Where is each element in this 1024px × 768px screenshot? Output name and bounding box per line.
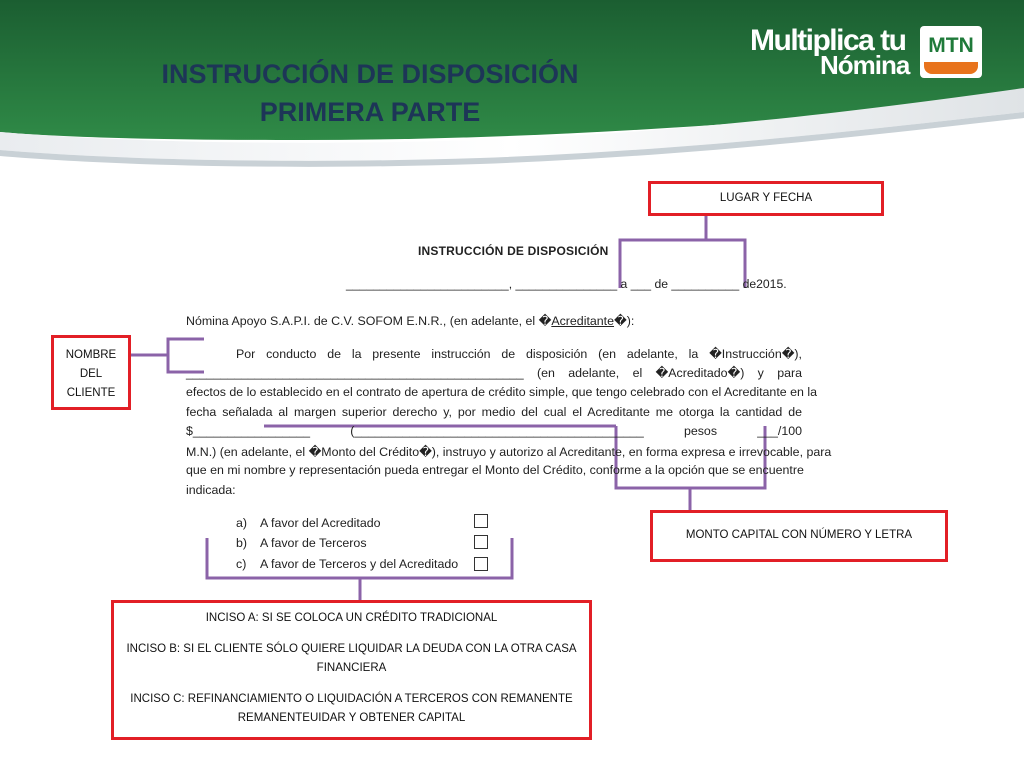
logo-text-line2: Nómina: [820, 50, 910, 80]
callout-lugar-fecha-text: LUGAR Y FECHA: [719, 192, 813, 204]
logo-text-line1: Multiplica tu: [750, 24, 906, 57]
option-a-letter: a): [236, 516, 248, 530]
date-blank-month: __________: [671, 277, 740, 291]
option-c-text: A favor de Terceros y del Acreditado: [260, 557, 459, 571]
addressee-pre: Nómina Apoyo S.A.P.I. de C.V. SOFOM E.N.R., (en adelante, el �: [186, 314, 552, 328]
document-date-line: [346, 277, 787, 291]
document-addressee: [186, 313, 634, 328]
option-b-checkbox[interactable]: [474, 535, 488, 549]
date-blank-day: _______________: [515, 277, 618, 291]
callout-inciso-c: INCISO C: REFINANCIAMIENTO O LIQUIDACIÓN A TERCEROS CON REMANENTE REMANENTEUIDAR Y OBTENER CAPITAL: [130, 693, 573, 724]
callout-inciso-a: INCISO A: SI SE COLOCA UN CRÉDITO TRADICIONAL: [205, 612, 498, 624]
paragraph-line-1: Por conducto de la presente instrucción de disposición (en adelante, la �Instrucción�),: [236, 347, 802, 361]
date-blank-place: ________________________: [346, 277, 509, 291]
callout-nombre-line1: NOMBRE: [65, 349, 117, 361]
paragraph-line-5: $_________________ (__________________________________________ pesos ___/100: [186, 424, 802, 438]
logo-badge-text: MTN: [928, 34, 974, 57]
slide-title-line2: PRIMERA PARTE: [259, 97, 481, 127]
option-c-checkbox[interactable]: [474, 557, 488, 571]
document-heading: INSTRUCCIÓN DE DISPOSICIÓN: [418, 244, 609, 258]
option-b-text: A favor de Terceros: [260, 536, 367, 550]
paragraph-line-3: efectos de lo establecido en el contrato de apertura de crédito simple, que tengo celebrado con el Acreditante en la: [186, 385, 817, 399]
callout-monto-text: MONTO CAPITAL CON NÚMERO Y LETRA: [685, 529, 913, 541]
callout-inciso-b: INCISO B: SI EL CLIENTE SÓLO QUIERE LIQUIDAR LA DEUDA CON LA OTRA CASA FINANCIERA: [126, 643, 577, 674]
option-b-letter: b): [236, 536, 248, 550]
slide-title-line1: INSTRUCCIÓN DE DISPOSICIÓN: [161, 59, 579, 89]
option-a-checkbox[interactable]: [474, 514, 488, 528]
date-comma: ,: [508, 277, 513, 291]
date-a: a: [620, 277, 628, 291]
paragraph-line-6: M.N.) (en adelante, el �Monto del Crédito�), instruyo y autorizo al Acreditante, en forma expresa e irrevocable, para: [186, 445, 832, 459]
callout-nombre-line2: DEL: [79, 368, 103, 380]
paragraph-line-2: _________________________________________________ (en adelante, el �Acreditado�) y para: [186, 366, 802, 380]
date-year: de2015.: [742, 277, 787, 291]
option-a-text: A favor del Acreditado: [260, 516, 381, 530]
date-de: de: [654, 277, 668, 291]
date-blank-small: ___: [630, 277, 652, 291]
callout-nombre-line3: CLIENTE: [66, 387, 116, 399]
addressee-term: Acreditante: [551, 314, 615, 328]
option-c-letter: c): [236, 557, 247, 571]
paragraph-line-7: que en mi nombre y representación pueda entregar el Monto del Crédito, conforme a la opción que se encuentre: [186, 463, 804, 477]
paragraph-line-8: indicada:: [186, 483, 236, 497]
addressee-post: �):: [614, 314, 635, 328]
paragraph-line-4: fecha señalada al margen superior derecho y, por medio del cual el Acreditante me otorga la cantidad de: [186, 405, 802, 419]
